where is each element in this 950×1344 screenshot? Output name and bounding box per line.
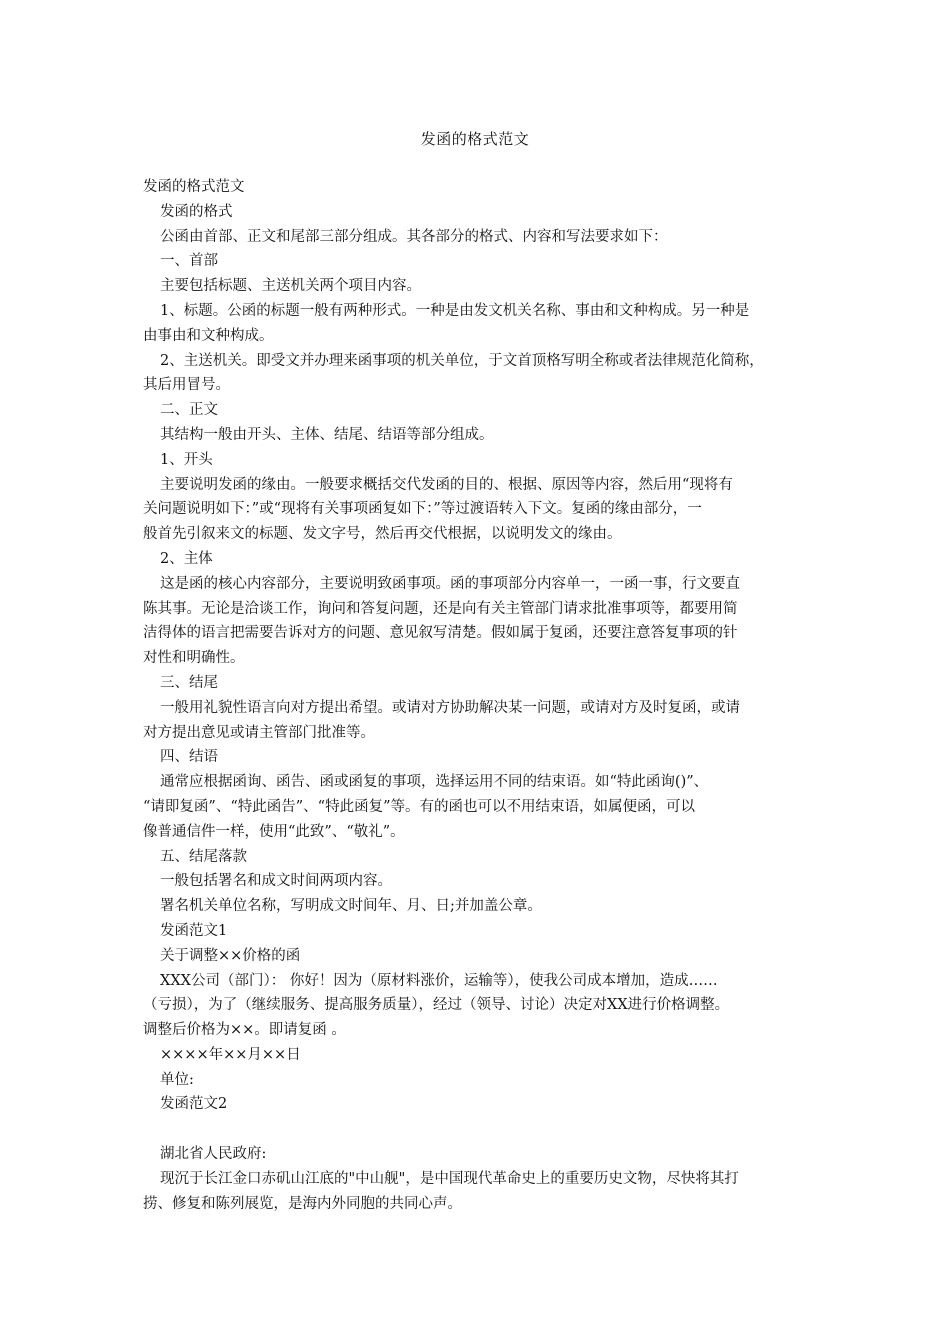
paragraph-line: 主要说明发函的缘由。一般要求概括交代发函的目的、根据、原因等内容，然后用“现将有 bbox=[160, 476, 733, 493]
example-title: 关于调整××价格的函 bbox=[160, 947, 301, 964]
paragraph-line: 公函由首部、正文和尾部三部分组成。其各部分的格式、内容和写法要求如下： bbox=[160, 228, 668, 245]
paragraph-line: 一般包括署名和成文时间两项内容。 bbox=[160, 873, 392, 890]
paragraph-line: 像普通信件一样，使用“此致”、“敬礼”。 bbox=[143, 823, 405, 840]
paragraph-line: （亏损），为了（继续服务、提高服务质量），经过（领导、讨论）决定对XX进行价格调整。 bbox=[143, 997, 730, 1014]
paragraph-line: 对性和明确性。 bbox=[143, 650, 245, 667]
section-heading: 五、结尾落款 bbox=[160, 848, 247, 865]
example-heading: 发函范文1 bbox=[160, 922, 228, 939]
paragraph-line: 其后用冒号。 bbox=[143, 377, 230, 394]
section-heading: 二、正文 bbox=[160, 402, 218, 419]
addressee-line: 湖北省人民政府: bbox=[160, 1146, 267, 1163]
paragraph-line: 2、主送机关。即受文并办理来函事项的机关单位，于文首顶格写明全称或者法律规范化简称， bbox=[160, 352, 764, 369]
paragraph-line: 署名机关单位名称，写明成文时间年、月、日;并加盖公章。 bbox=[160, 898, 542, 915]
paragraph-line: 捞、修复和陈列展览，是海内外同胞的共同心声。 bbox=[143, 1195, 462, 1212]
paragraph-line: 现沉于长江金口赤矶山江底的"中山舰"，是中国现代革命史上的重要历史文物，尽快将其打 bbox=[160, 1170, 739, 1187]
section-heading: 一、首部 bbox=[160, 253, 218, 270]
body-heading: 发函的格式范文 bbox=[143, 179, 245, 195]
paragraph-line: 陈其事。无论是洽谈工作，询问和答复问题，还是向有关主管部门请求批准事项等，都要用简 bbox=[143, 600, 738, 617]
date-line: ××××年××月××日 bbox=[160, 1046, 301, 1063]
paragraph-line: 其结构一般由开头、主体、结尾、结语等部分组成。 bbox=[160, 426, 494, 443]
example-heading: 发函范文2 bbox=[160, 1096, 228, 1113]
paragraph-line: 一般用礼貌性语言向对方提出希望。或请对方协助解决某一问题，或请对方及时复函，或请 bbox=[160, 699, 740, 716]
subsection-heading: 2、主体 bbox=[160, 550, 213, 567]
paragraph-line: “请即复函”、“特此函告”、“特此函复”等。有的函也可以不用结束语，如属便函，可以 bbox=[143, 798, 695, 815]
paragraph-line: 调整后价格为××。即请复函 。 bbox=[143, 1022, 346, 1039]
paragraph-line: 关问题说明如下：”或“现将有关事项函复如下：”等过渡语转入下文。复函的缘由部分，一 bbox=[143, 501, 702, 518]
document-title: 发函的格式范文 bbox=[420, 130, 530, 148]
unit-line: 单位: bbox=[160, 1071, 194, 1088]
paragraph-line: 由事由和文种构成。 bbox=[143, 327, 274, 344]
paragraph-line: 般首先引叙来文的标题、发文字号，然后再交代根据，以说明发文的缘由。 bbox=[143, 526, 622, 543]
document-body bbox=[143, 175, 807, 1216]
paragraph-line: 这是函的核心内容部分，主要说明致函事项。函的事项部分内容单一，一函一事，行文要直 bbox=[160, 575, 740, 592]
paragraph-line: XXX公司（部门）： 你好！因为（原材料涨价，运输等），使我公司成本增加，造成…… bbox=[160, 972, 718, 989]
paragraph-line: 主要包括标题、主送机关两个项目内容。 bbox=[160, 278, 421, 295]
section-heading: 四、结语 bbox=[160, 749, 218, 766]
section-heading: 三、结尾 bbox=[160, 674, 218, 691]
section-heading-format: 发函的格式 bbox=[160, 203, 233, 220]
paragraph-line: 对方提出意见或请主管部门批准等。 bbox=[143, 724, 375, 741]
paragraph-line: 洁得体的语言把需要告诉对方的问题、意见叙写清楚。假如属于复函，还要注意答复事项的针 bbox=[143, 625, 738, 642]
paragraph-line: 通常应根据函询、函告、函或函复的事项，选择运用不同的结束语。如“特此函询()”、 bbox=[160, 774, 709, 791]
paragraph-line: 1、标题。公函的标题一般有两种形式。一种是由发文机关名称、事由和文种构成。另一种是 bbox=[160, 302, 750, 319]
blank-line bbox=[143, 1117, 807, 1142]
subsection-heading: 1、开头 bbox=[160, 451, 213, 468]
